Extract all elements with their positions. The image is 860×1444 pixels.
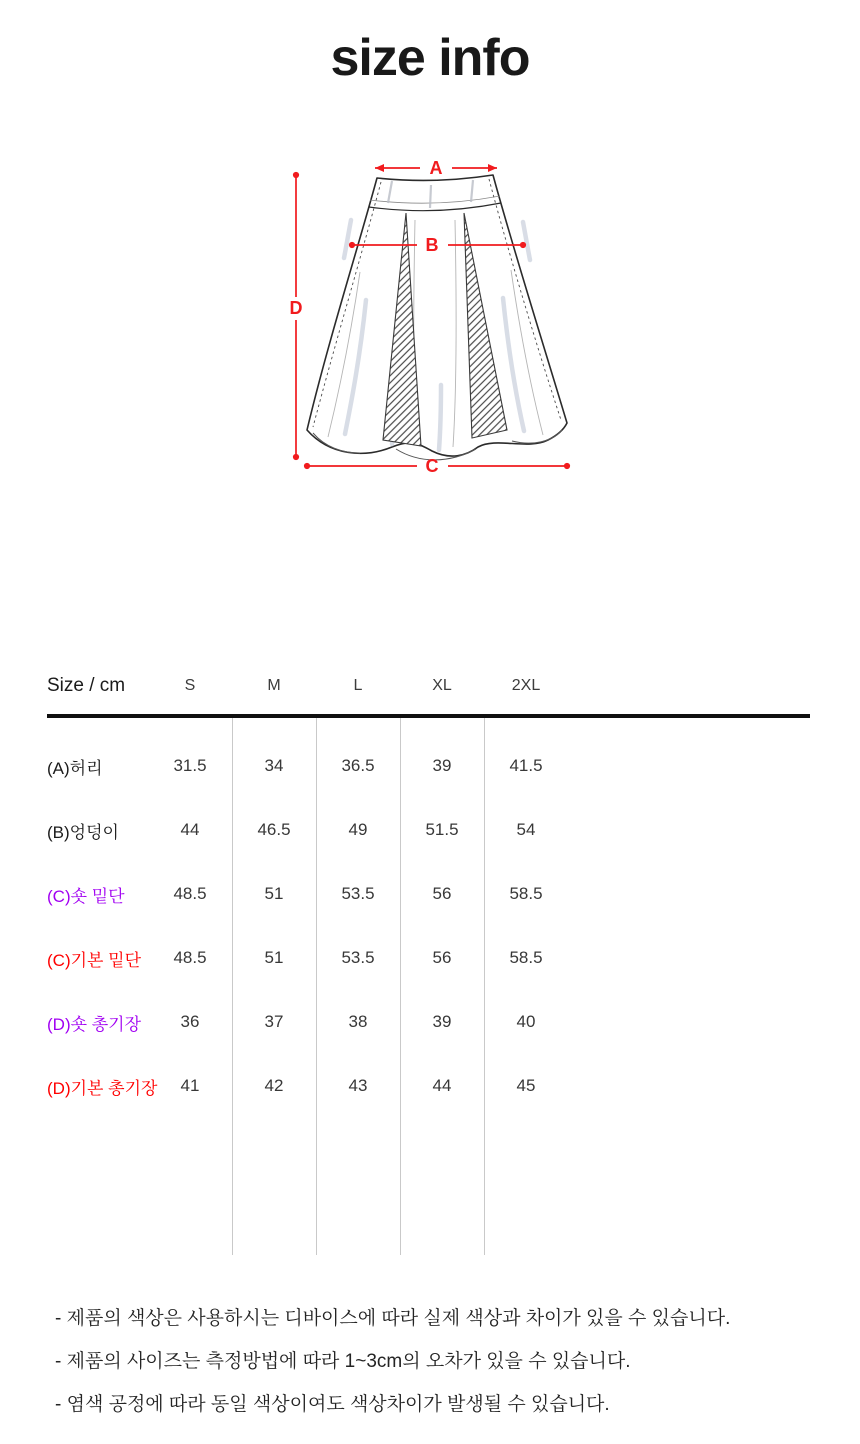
- cell-value: 36.5: [341, 756, 375, 775]
- table-unit-header: Size / cm: [47, 675, 126, 696]
- measure-c: [304, 456, 570, 476]
- measure-d-label: D: [289, 298, 303, 318]
- cell-value: 39: [432, 756, 452, 775]
- row-label: (A)허리: [47, 758, 103, 778]
- size-header-m: M: [267, 677, 281, 694]
- table-row-length-short: [47, 990, 810, 1054]
- table-header-row: [47, 658, 810, 718]
- measure-d: [290, 172, 303, 460]
- cell-value: 49: [348, 820, 368, 839]
- cell-value: 51: [264, 948, 284, 967]
- cell-value: 48.5: [173, 884, 207, 903]
- cell-value: 38: [348, 1012, 368, 1031]
- cell-value: 31.5: [173, 756, 207, 775]
- table-row-hem-basic: [47, 926, 810, 990]
- table-row-waist: [47, 734, 810, 798]
- size-table: [47, 658, 810, 1255]
- size-header-l: L: [353, 677, 363, 694]
- measure-b-label: B: [425, 235, 439, 255]
- table-row-hem-short: [47, 862, 810, 926]
- cell-value: 44: [432, 1076, 452, 1095]
- row-label: (C)기본 밑단: [47, 950, 142, 970]
- skirt-outline: [307, 175, 567, 460]
- size-header-2xl: 2XL: [511, 677, 541, 694]
- row-label: (C)숏 밑단: [47, 886, 125, 906]
- cell-value: 43: [348, 1076, 368, 1095]
- cell-value: 40: [516, 1012, 536, 1031]
- table-row-length-basic: [47, 1054, 810, 1118]
- cell-value: 53.5: [341, 884, 375, 903]
- note-line: - 염색 공정에 따라 동일 색상이여도 색상차이가 발생될 수 있습니다.: [55, 1394, 610, 1415]
- cell-value: 51: [264, 884, 284, 903]
- measure-a: [375, 158, 497, 178]
- page-title: size info: [330, 29, 530, 87]
- cell-value: 42: [264, 1076, 284, 1095]
- disclaimer-notes: [55, 1297, 840, 1426]
- cell-value: 39: [432, 1012, 452, 1031]
- row-label: (B)엉덩이: [47, 822, 119, 842]
- cell-value: 56: [432, 884, 452, 903]
- cell-value: 54: [516, 820, 536, 839]
- cell-value: 34: [264, 756, 284, 775]
- cell-value: 53.5: [341, 948, 375, 967]
- size-diagram: [280, 150, 580, 480]
- table-row-hip: [47, 798, 810, 862]
- measure-c-label: C: [425, 456, 439, 476]
- size-header-xl: XL: [432, 677, 452, 694]
- row-label: (D)숏 총기장: [47, 1014, 142, 1034]
- cell-value: 46.5: [257, 820, 291, 839]
- cell-value: 56: [432, 948, 452, 967]
- cell-value: 41.5: [509, 756, 543, 775]
- note-line: - 제품의 사이즈는 측정방법에 따라 1~3cm의 오차가 있을 수 있습니다.: [55, 1351, 631, 1372]
- cell-value: 58.5: [509, 948, 543, 967]
- skirt-illustration: [280, 150, 580, 480]
- row-label: (D)기본 총기장: [47, 1078, 158, 1098]
- measure-a-label: A: [429, 158, 443, 178]
- note-line: - 제품의 색상은 사용하시는 디바이스에 따라 실제 색상과 차이가 있을 수 있습니다.: [55, 1308, 731, 1329]
- cell-value: 51.5: [425, 820, 459, 839]
- cell-value: 44: [180, 820, 200, 839]
- size-header-s: S: [184, 677, 196, 694]
- cell-value: 36: [180, 1012, 200, 1031]
- cell-value: 48.5: [173, 948, 207, 967]
- cell-value: 58.5: [509, 884, 543, 903]
- cell-value: 41: [180, 1076, 200, 1095]
- table-body: [47, 718, 810, 1255]
- cell-value: 37: [264, 1012, 284, 1031]
- cell-value: 45: [516, 1076, 536, 1095]
